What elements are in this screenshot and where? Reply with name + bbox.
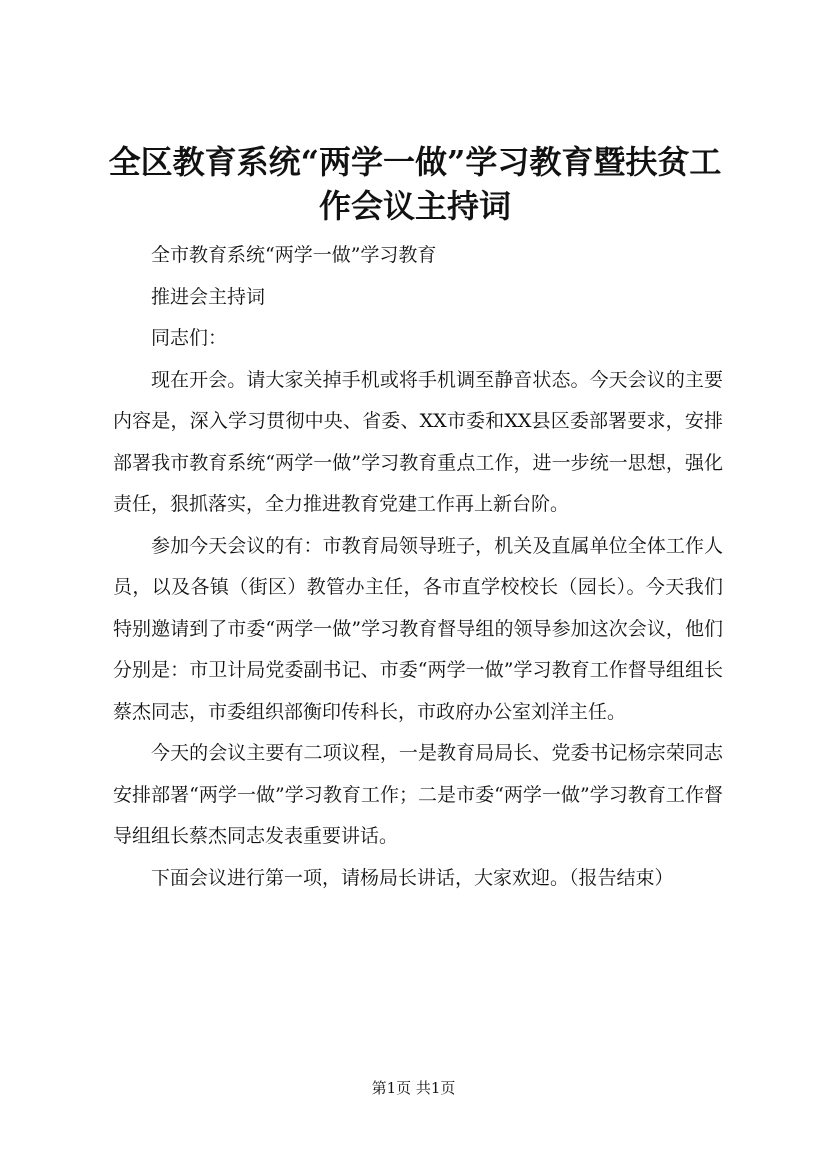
- page-number: 第1页 共1页: [371, 1079, 456, 1097]
- paragraph-first-item: 下面会议进行第一项，请杨局长讲话，大家欢迎。（报告结束）: [151, 866, 674, 889]
- document-title: 全区教育系统“两学一做”学习教育暨扶贫工作会议主持词: [108, 143, 722, 225]
- subtitle-line-1: 全市教育系统“两学一做”学习教育: [151, 244, 437, 266]
- subtitle-line-2: 推进会主持词: [151, 285, 266, 308]
- paragraph-agenda: 今天的会议主要有二项议程，一是教育局局长、党委书记杨宗荣同志安排部署“两学一做”学习教育工作；二是市委“两学一做”学习教育工作督导组组长蔡杰同志发表重要讲话。: [113, 742, 723, 847]
- document-body: [113, 235, 723, 899]
- salutation: 同志们：: [151, 327, 228, 349]
- paragraph-attendees: 参加今天会议的有：市教育局领导班子，机关及直属单位全体工作人员，以及各镇（街区）教管办主任，各市直学校校长（园长）。今天我们特别邀请到了市委“两学一做”学习教育督导组的领导参加这次会议，他们分别是：市卫计局党委副书记、市委“两学一做”学习教育工作督导组组长蔡杰同志，市委组织部衡印传科长，市政府办公室刘洋主任。: [113, 534, 723, 723]
- paragraph-opening: 现在开会。请大家关掉手机或将手机调至静音状态。今天会议的主要内容是，深入学习贯彻中央、省委、XX市委和XX县区委部署要求，安排部署我市教育系统“两学一做”学习教育重点工作，进一步统一思想，强化责任，狠抓落实，全力推进教育党建工作再上新台阶。: [113, 368, 723, 515]
